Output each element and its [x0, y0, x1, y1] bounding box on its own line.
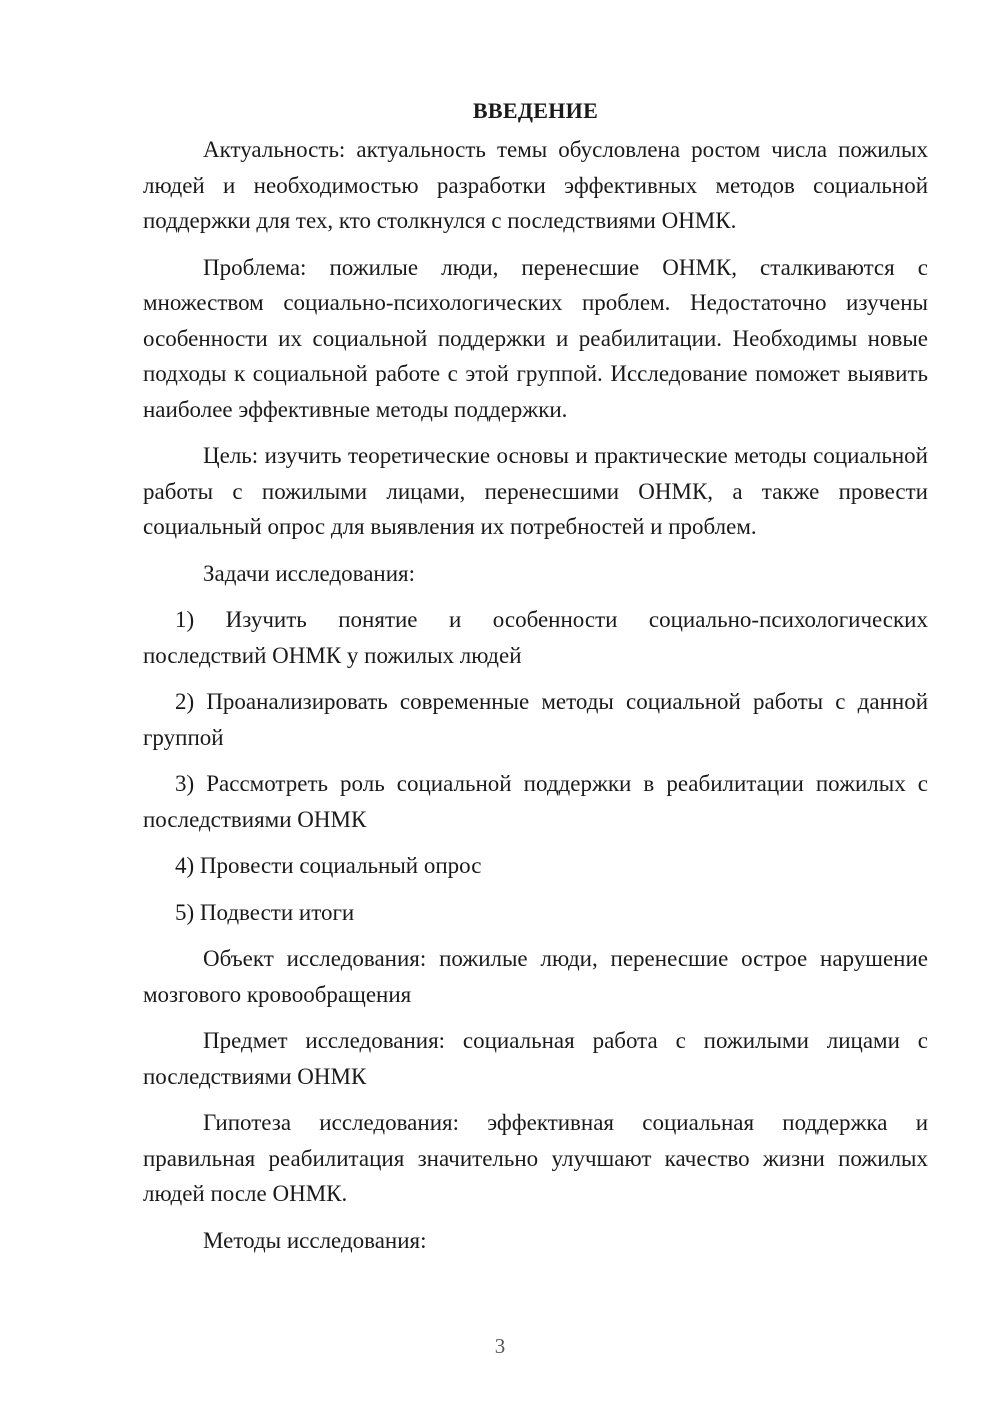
goal-paragraph: Цель: изучить теоретические основы и практические методы социальной работы с пожилыми лицами, перенесшими ОНМК, а также провести социальный опрос для выявления их потребностей и проблем. [143, 443, 928, 539]
subject-paragraph: Предмет исследования: социальная работа с пожилыми лицами с последствиями ОНМК [143, 1028, 928, 1089]
document-page [143, 96, 928, 1269]
section-heading: ВВЕДЕНИЕ [472, 98, 599, 123]
hypothesis-paragraph: Гипотеза исследования: эффективная социальная поддержка и правильная реабилитация значительно улучшают качество жизни пожилых людей после ОНМК. [143, 1110, 928, 1206]
object-paragraph: Объект исследования: пожилые люди, перенесшие острое нарушение мозгового кровообращения [143, 946, 928, 1007]
page-number: 3 [494, 1334, 506, 1358]
methods-paragraph: Методы исследования: [203, 1227, 427, 1253]
task-item-4: 4) Провести социальный опрос [175, 853, 482, 878]
task-item-1: 1) Изучить понятие и особенности социально-психологических последствий ОНМК у пожилых людей [143, 607, 928, 668]
tasks-intro-paragraph: Задачи исследования: [203, 560, 416, 586]
task-item-5: 5) Подвести итоги [175, 899, 355, 925]
relevance-paragraph: Актуальность: актуальность темы обусловлена ростом числа пожилых людей и необходимостью разработки эффективных методов социальной поддержки для тех, кто столкнулся с последствиями ОНМК. [143, 137, 928, 233]
task-item-3: 3) Рассмотреть роль социальной поддержки в реабилитации пожилых с последствиями ОНМК [143, 771, 928, 832]
task-item-2: 2) Проанализировать современные методы социальной работы с данной группой [143, 689, 928, 750]
problem-paragraph: Проблема: пожилые люди, перенесшие ОНМК, сталкиваются с множеством социально-психологических проблем. Недостаточно изучены особенности их социальной поддержки и реабилитации. Необходимы новые подходы к социальной работе с этой группой. Исследование поможет выявить наиболее эффективные методы поддержки. [143, 254, 928, 422]
